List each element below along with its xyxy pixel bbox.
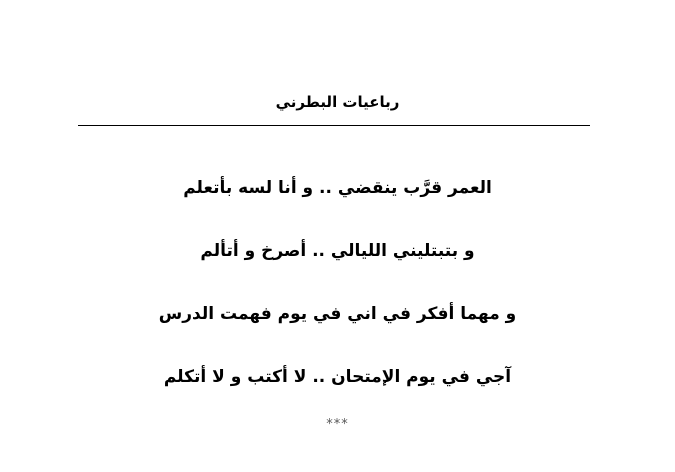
- verse-line: آجي في يوم الإمتحان .. لا أكتب و لا أتكلم: [163, 367, 512, 387]
- stanza-separator: ***: [326, 417, 349, 432]
- poem-verses: [0, 171, 675, 423]
- title-divider: [78, 125, 590, 126]
- verse-line: و بتبتليني الليالي .. أصرخ و أتألم: [200, 241, 475, 261]
- verse-line: و مهما أفكر في اني في يوم فهمت الدرس: [158, 304, 517, 324]
- poem-title: رباعيات البطرني: [275, 93, 400, 111]
- verse-line: العمر قرَّب ينقضي .. و أنا لسه بأتعلم: [183, 178, 492, 198]
